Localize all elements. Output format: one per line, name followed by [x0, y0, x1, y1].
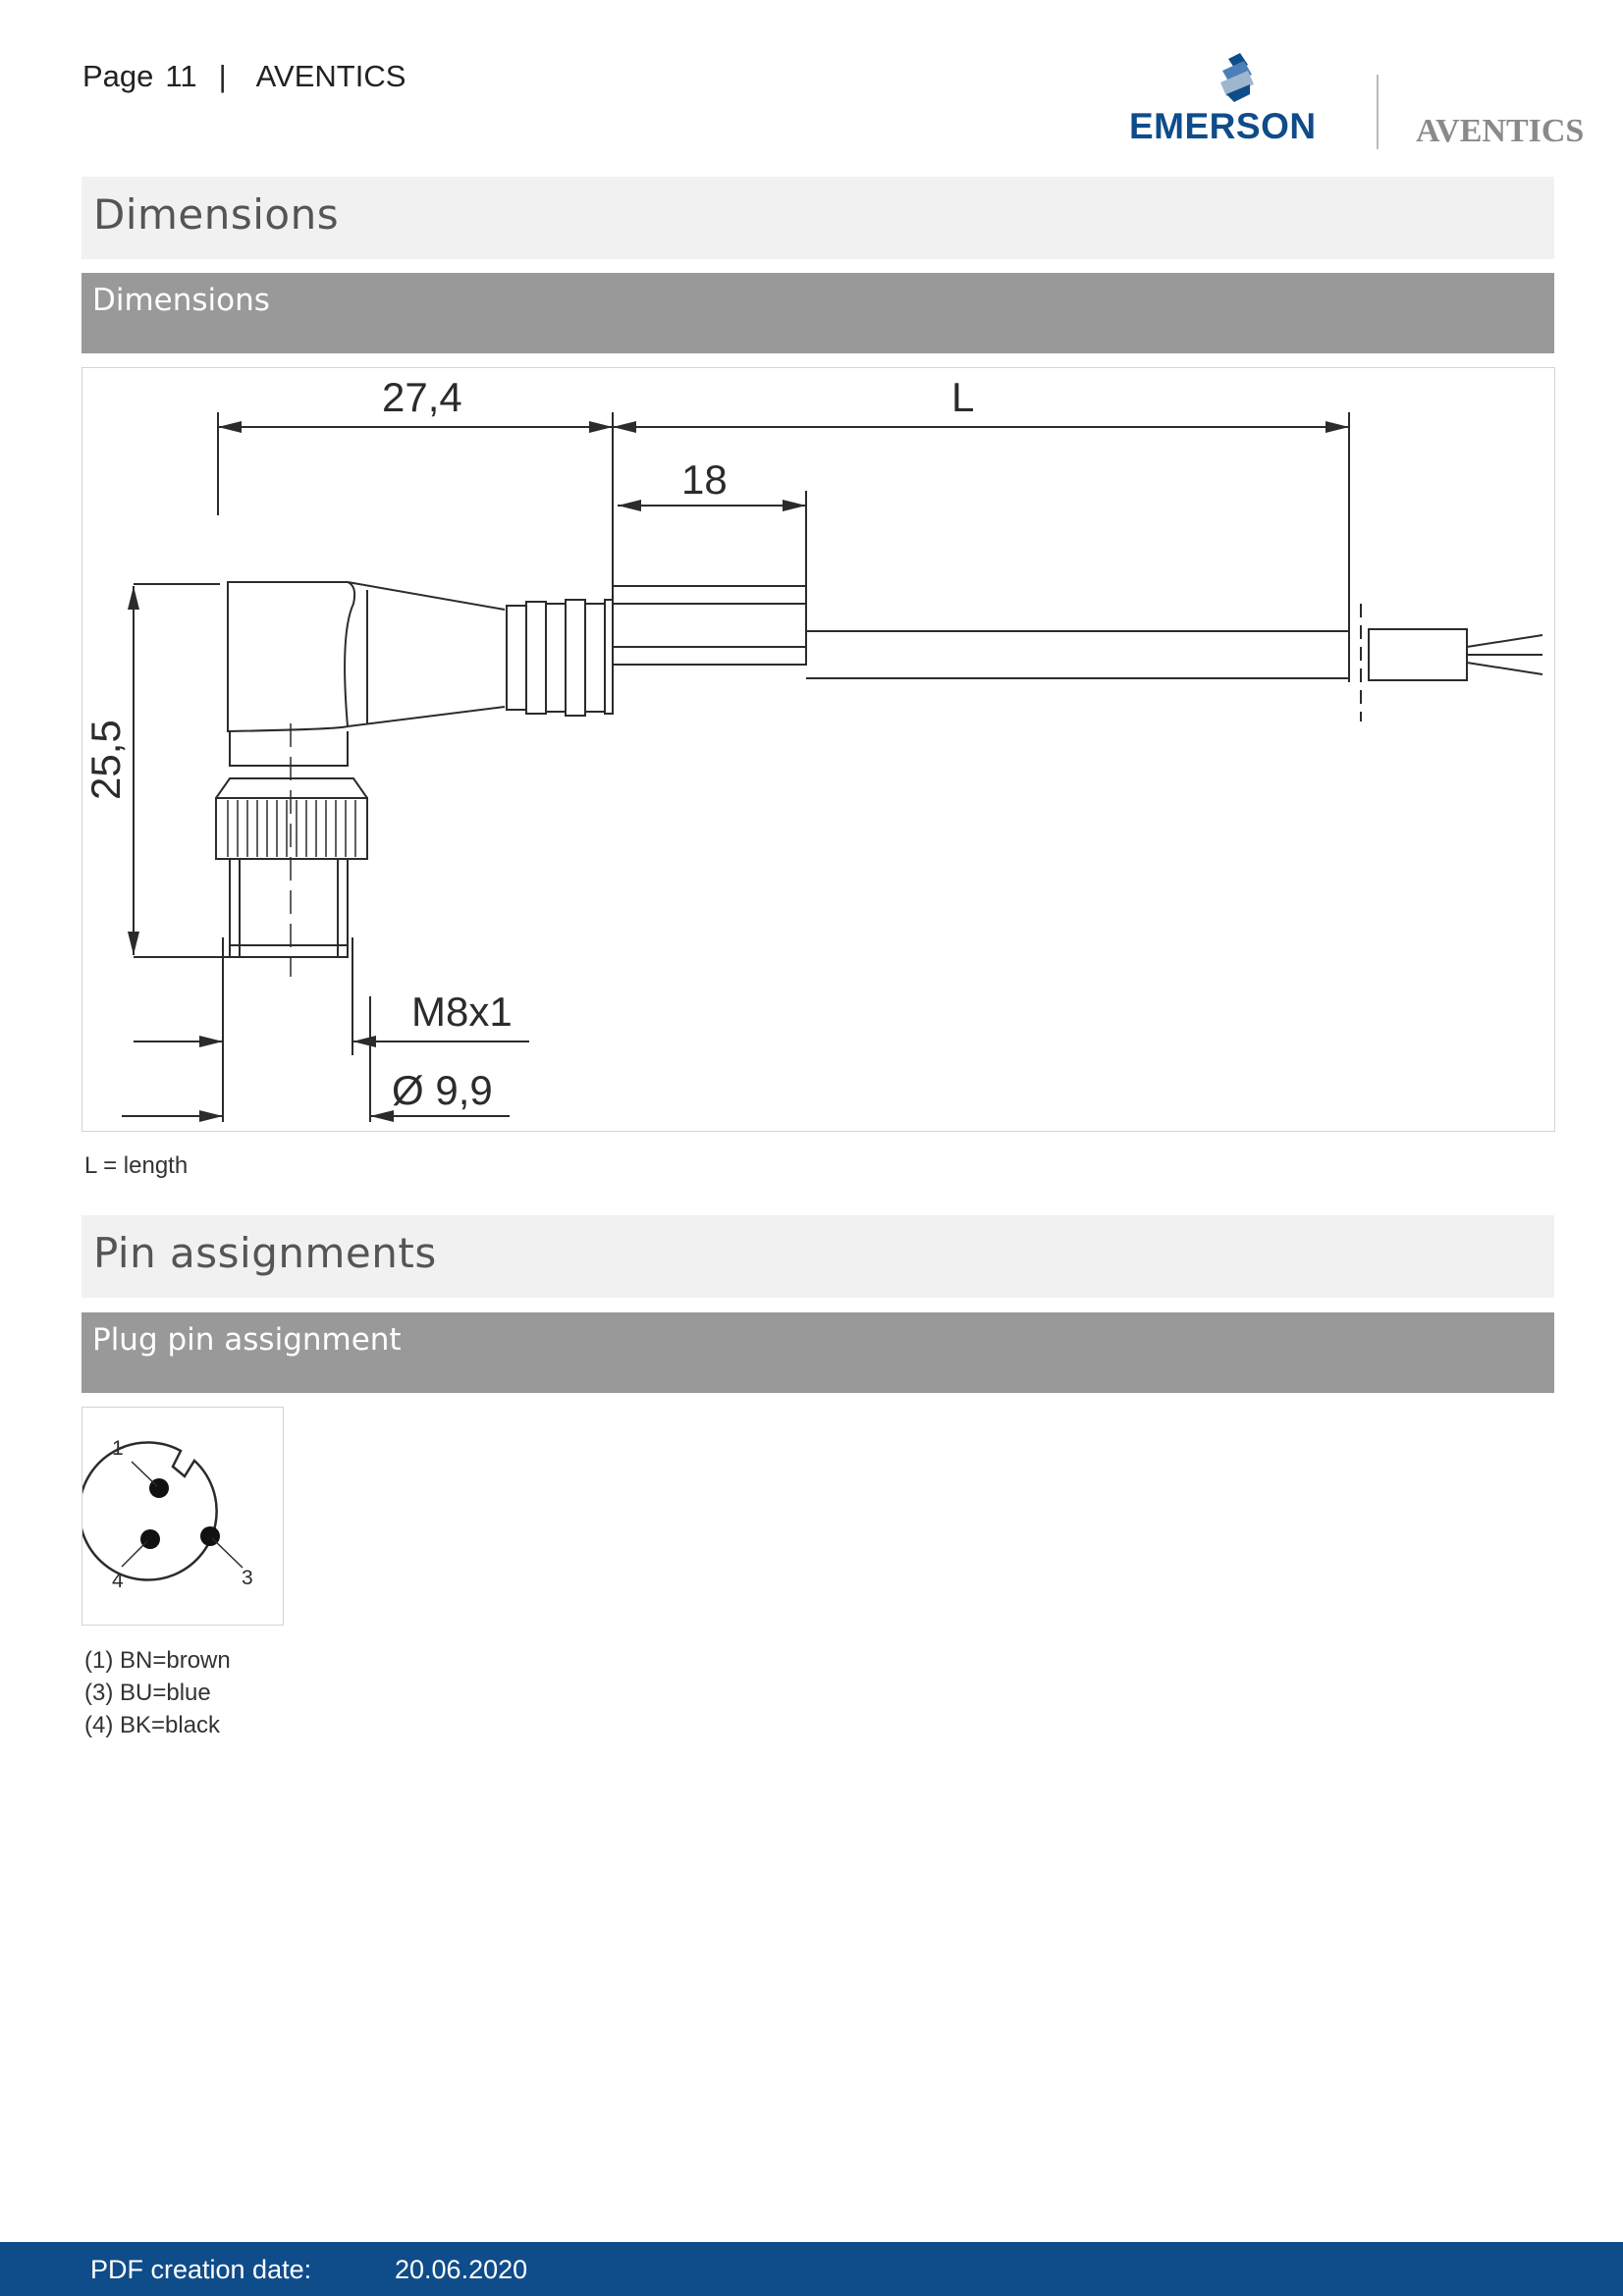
diameter-label: Ø 9,9	[392, 1067, 493, 1113]
pin-4-label: 4	[112, 1570, 124, 1592]
emerson-emblem-icon	[1220, 53, 1254, 102]
plug-pin-subheading	[81, 1312, 1554, 1393]
header-company: AVENTICS	[255, 59, 406, 93]
dimension-drawing	[81, 367, 1555, 1132]
emerson-aventics-logo	[1124, 51, 1597, 153]
dim-width-label: 27,4	[382, 374, 462, 420]
page-header	[82, 59, 406, 94]
page-number: 11	[165, 59, 197, 93]
dimensions-subheading	[81, 273, 1554, 353]
pin-legend-item: (4) BK=black	[84, 1712, 221, 1738]
dimensions-subtitle: Dimensions	[92, 283, 270, 318]
footer-date: 20.06.2020	[395, 2255, 528, 2284]
pin-3-label: 3	[242, 1567, 253, 1589]
dim-height-label: 25,5	[82, 720, 129, 800]
aventics-wordmark: AVENTICS	[1416, 113, 1585, 149]
pin-legend-item: (1) BN=brown	[84, 1647, 231, 1674]
pin-diagram	[81, 1407, 284, 1626]
length-note: L = length	[84, 1152, 189, 1179]
connector-drawing	[82, 368, 1554, 1131]
plug-pin-subtitle: Plug pin assignment	[92, 1322, 402, 1358]
header-separator: |	[218, 59, 227, 93]
dimensions-section-heading	[81, 177, 1554, 259]
pin-1-label: 1	[112, 1437, 124, 1460]
dim-18-label: 18	[681, 456, 728, 503]
pin-legend-item: (3) BU=blue	[84, 1680, 211, 1706]
footer	[0, 2242, 1623, 2296]
page-label: Page	[82, 59, 154, 93]
thread-label: M8x1	[411, 988, 513, 1035]
pin-assignments-title: Pin assignments	[93, 1229, 437, 1277]
footer-label: PDF creation date:	[90, 2255, 312, 2284]
dim-length-label: L	[951, 374, 975, 420]
emerson-wordmark: EMERSON	[1129, 106, 1317, 146]
pin-assignments-section-heading	[81, 1215, 1554, 1298]
dimensions-title: Dimensions	[93, 190, 340, 239]
pin-legend	[84, 1644, 231, 1741]
pin-face-drawing	[82, 1408, 283, 1625]
